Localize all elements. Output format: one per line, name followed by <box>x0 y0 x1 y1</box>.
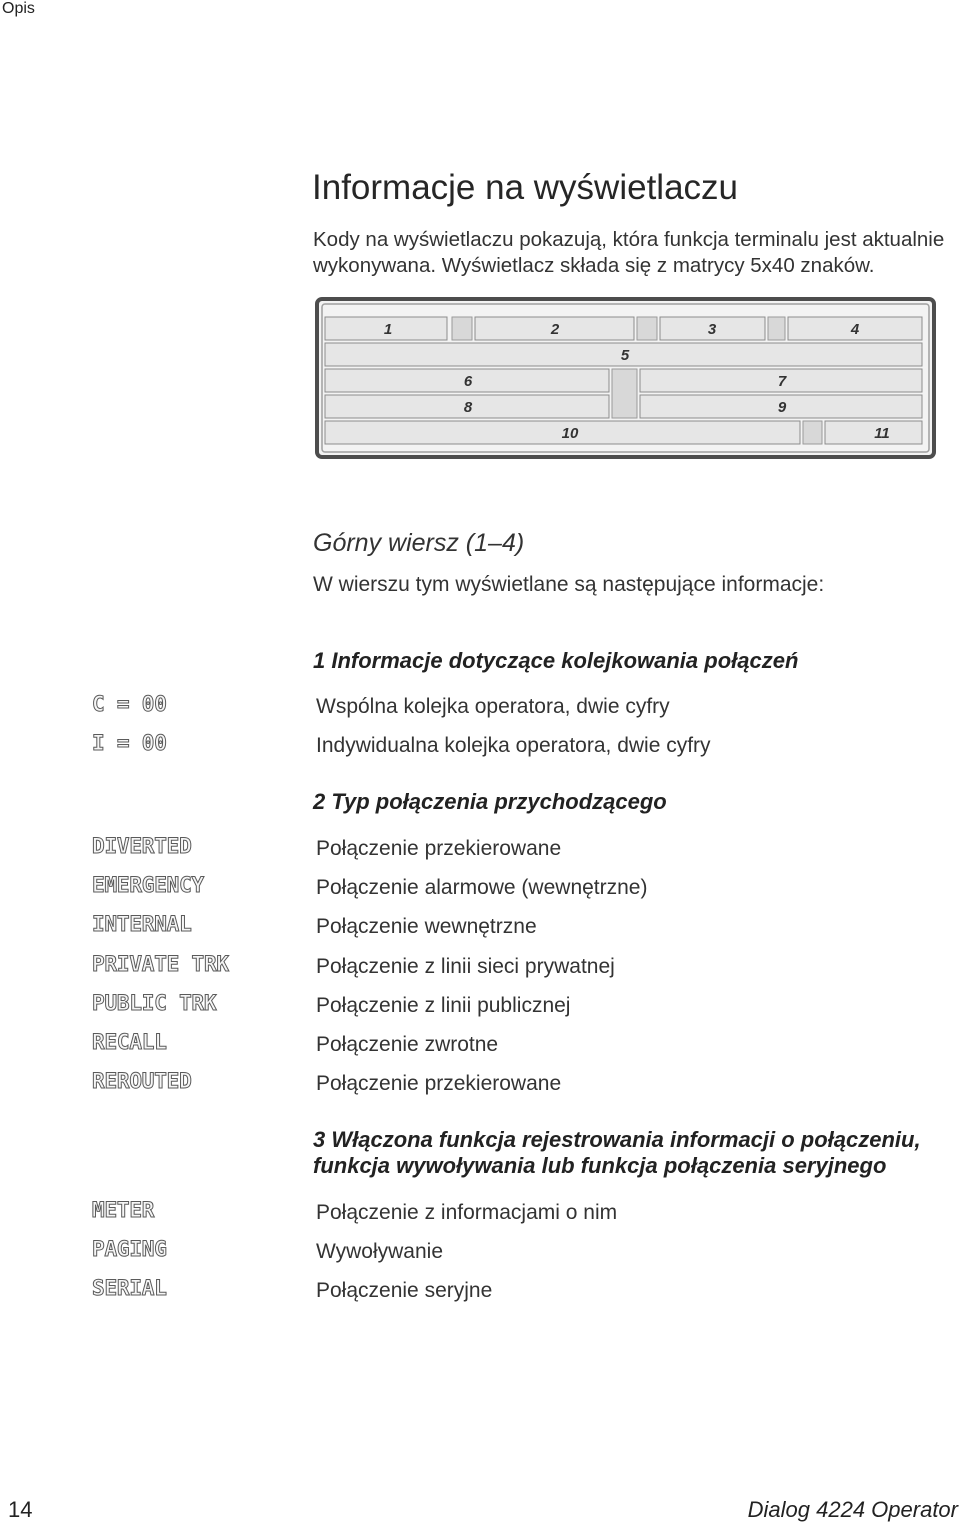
display-field-label: 1 <box>383 321 393 338</box>
display-field-label: 7 <box>777 373 787 390</box>
display-field-label: 2 <box>550 321 560 338</box>
display-code: C = 00 <box>92 692 167 716</box>
display-field-label: 10 <box>561 425 579 442</box>
list-item <box>0 993 960 1019</box>
code-description: Połączenie przekierowane <box>316 1072 562 1095</box>
display-field-label: 5 <box>620 347 630 364</box>
page-title: Informacje na wyświetlaczu <box>312 168 738 207</box>
display-code: RECALL <box>92 1030 167 1054</box>
code-description: Połączenie seryjne <box>316 1279 493 1302</box>
page-number: 14 <box>8 1497 33 1522</box>
code-description: Połączenie przekierowane <box>316 837 562 860</box>
list-item <box>0 836 960 862</box>
display-field-label: 11 <box>874 425 890 442</box>
code-description: Połączenie z linii publicznej <box>316 994 571 1017</box>
list-item <box>0 875 960 901</box>
display-gap <box>452 317 472 340</box>
display-field-label: 8 <box>463 399 473 416</box>
intro-line: Kody na wyświetlaczu pokazują, która funkcja terminalu jest aktualnie <box>313 228 945 251</box>
display-code: INTERNAL <box>92 912 192 936</box>
display-code: METER <box>92 1198 155 1222</box>
group-heading: 2 Typ połączenia przychodzącego <box>313 789 667 814</box>
group-heading: 3 Włączona funkcja rejestrowania informacji o połączeniu, <box>313 1127 921 1152</box>
group-heading: funkcja wywoływania lub funkcja połączenia seryjnego <box>313 1153 887 1178</box>
code-description: Indywidualna kolejka operatora, dwie cyfry <box>316 734 711 757</box>
code-description: Połączenie z linii sieci prywatnej <box>316 955 615 978</box>
list-item <box>0 914 960 940</box>
display-code: SERIAL <box>92 1276 167 1300</box>
list-item <box>0 733 960 759</box>
list-item <box>0 954 960 980</box>
display-code: DIVERTED <box>92 834 192 858</box>
list-item <box>0 694 960 720</box>
display-gap <box>768 317 785 340</box>
group-heading: 1 Informacje dotyczące kolejkowania połączeń <box>313 648 799 673</box>
list-item <box>0 1071 960 1097</box>
display-gap <box>803 421 822 444</box>
display-code: PUBLIC TRK <box>92 991 217 1015</box>
subsection-heading: Górny wiersz (1–4) <box>313 529 525 557</box>
display-field-label: 4 <box>850 321 860 338</box>
list-item <box>0 1239 960 1265</box>
list-item <box>0 1032 960 1058</box>
display-diagram <box>315 297 936 459</box>
code-description: Wspólna kolejka operatora, dwie cyfry <box>316 695 670 718</box>
list-item <box>0 1278 960 1304</box>
display-code: I = 00 <box>92 731 167 755</box>
code-description: Wywoływanie <box>316 1240 444 1263</box>
list-item <box>0 1200 960 1226</box>
code-description: Połączenie z informacjami o nim <box>316 1201 618 1224</box>
subsection-intro: W wierszu tym wyświetlane są następujące informacje: <box>313 573 825 596</box>
display-code: PAGING <box>92 1237 167 1261</box>
section-tag: Opis <box>2 0 35 17</box>
intro-line: wykonywana. Wyświetlacz składa się z matrycy 5x40 znaków. <box>313 254 875 277</box>
display-field-label: 3 <box>707 321 717 338</box>
footer-title: Dialog 4224 Operator <box>747 1497 958 1522</box>
code-description: Połączenie alarmowe (wewnętrzne) <box>316 876 648 899</box>
display-code: EMERGENCY <box>92 873 204 897</box>
display-field-label: 6 <box>463 373 473 390</box>
display-code: REROUTED <box>92 1069 192 1093</box>
display-code: PRIVATE TRK <box>92 952 229 976</box>
code-description: Połączenie zwrotne <box>316 1033 499 1056</box>
code-description: Połączenie wewnętrzne <box>316 915 537 938</box>
display-gap <box>637 317 657 340</box>
display-field-label: 9 <box>777 399 787 416</box>
display-gap <box>612 369 637 418</box>
